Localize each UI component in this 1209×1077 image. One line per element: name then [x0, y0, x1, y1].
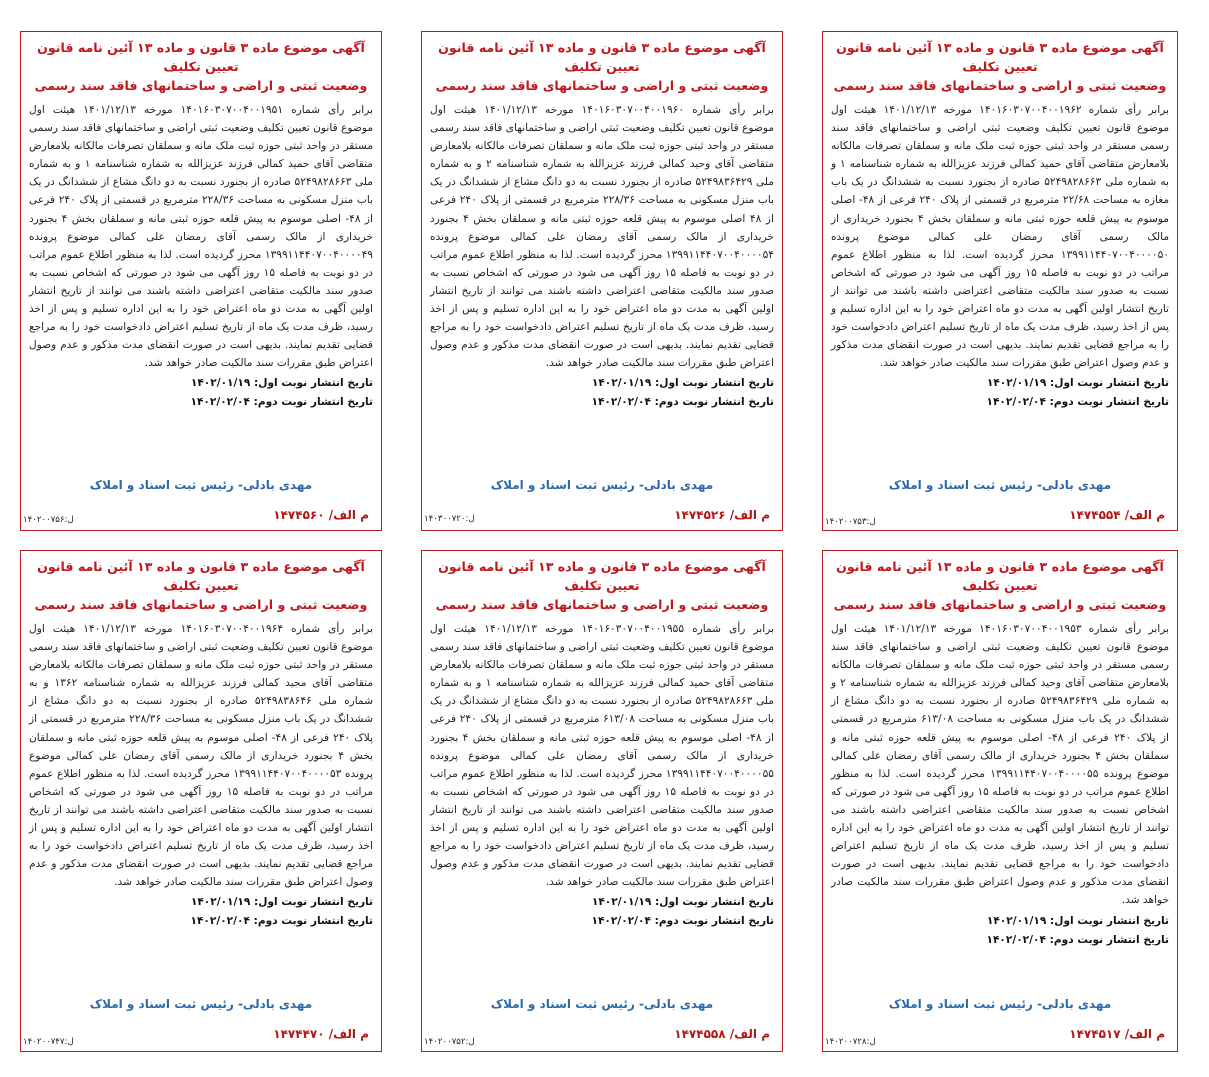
- notice-code: ل:۱۴۰۲۰۰۷۵۶: [23, 515, 74, 525]
- second-publish-date: تاریخ انتشار نوبت دوم: ۱۴۰۲/۰۲/۰۴: [986, 396, 1169, 409]
- notice-code: ل:۱۴۰۳۰۰۷۲۰: [424, 514, 475, 524]
- signer-line: مهدی بادلی- رئیس ثبت اسناد و املاک: [888, 997, 1112, 1011]
- notice-code: ل:۱۴۰۲۰۰۷۴۷: [23, 1037, 74, 1047]
- first-publish-date: تاریخ انتشار نوبت اول: ۱۴۰۲/۰۱/۱۹: [591, 377, 774, 390]
- notice-body: برابر رأی شماره ۱۴۰۱۶۰۳۰۷۰۰۴۰۰۱۹۶۰ مورخه ۱۴۰۱/۱۲/۱۳ هیئت اول موضوع قانون تعیین تکلیف وضعیت ثبتی اراضی و ساختمانهای فاقد سند رسمی مستقر در واحد ثبتی حوزه ثبت ملک مانه و سملقان تصرفات مالکانه بلامعارض متقاضی آقای وحید کمالی فرزند عزیزالله به شماره شناسنامه ۲ و به شماره ملی ۵۲۴۹۸۳۶۴۲۹ صادره از بجنورد نسبت به دو دانگ مشاع از ششدانگ در یک باب منزل مسکونی به مساحت ۲۲۸/۳۶ مترمربع در قسمتی از پلاک ۲۴۰ فرعی از ۴۸ اصلی موسوم به پیش قلعه حوزه ثبتی مانه و سملقان بخش ۴ بجنورد خریداری از مالک رسمی آقای رمضان علی کمالی موضوع پرونده ۱۳۹۹۱۱۴۴۰۷۰۰۴۰۰۰۰۵۴ محرز گردیده است. لذا به منظور اطلاع عموم مراتب در دو نوبت به فاصله ۱۵ روز آگهی می شود در صورتی که اشخاص نسبت به صدور سند مالکیت متقاضی اعتراضی داشته باشند می توانند از تاریخ انتشار اولین آگهی به مدت دو ماه اعتراض خود را به این اداره تسلیم و پس از اخذ رسید، ظرف مدت یک ماه از تاریخ تسلیم اعتراض دادخواست خود را به مراجع قضایی تقدیم نمایند. بدیهی است در صورت انقضای مدت مذکور و عدم وصول اعتراض طبق مقررات سند مالکیت صادر خواهد شد.: [430, 104, 775, 370]
- reference-number: م الف/ ۱۴۷۴۵۵۴: [1069, 508, 1165, 522]
- signer-line: مهدی بادلی- رئیس ثبت اسناد و املاک: [888, 478, 1112, 492]
- notice-code: ل:۱۴۰۲۰۰۷۲۸: [825, 1037, 876, 1047]
- notice-body: برابر رأی شماره ۱۴۰۱۶۰۳۰۷۰۰۴۰۰۱۹۵۱ مورخه ۱۴۰۱/۱۲/۱۳ هیئت اول موضوع قانون تعیین تکلیف وضعیت ثبتی اراضی و ساختمانهای فاقد سند رسمی مستقر در واحد ثبتی حوزه ثبت ملک مانه و سملقان تصرفات مالکانه بلامعارض متقاضی آقای حمید کمالی فرزند عزیزالله به شماره شناسنامه ۱ و به شماره ملی ۵۲۴۹۸۲۸۶۶۳ صادره از بجنورد نسبت به دو دانگ مشاع از ششدانگ در یک باب منزل مسکونی به مساحت ۲۲۸/۳۶ مترمربع در قسمتی از پلاک ۲۴۰ فرعی از ۴۸- اصلی موسوم به پیش قلعه حوزه ثبتی مانه و سملقان بخش ۴ بجنورد خریداری از مالک رسمی آقای رمضان علی کمالی موضوع پرونده ۱۳۹۹۱۱۴۴۰۷۰۰۴۰۰۰۰۴۹ محرز گردیده است. لذا به منظور اطلاع عموم مراتب در دو نوبت به فاصله ۱۵ روز آگهی می شود در صورتی که اشخاص نسبت به صدور سند مالکیت متقاضی اعتراضی داشته باشند می توانند از تاریخ انتشار اولین آگهی به مدت دو ماه اعتراض خود را به این اداره تسلیم و پس از اخذ رسید، ظرف مدت یک ماه از تاریخ تسلیم اعتراض دادخواست خود را به مراجع قضایی تقدیم نمایند. بدیهی است در صورت انقضای مدت مذکور و عدم وصول اعتراض طبق مقررات سند مالکیت صادر خواهد شد.: [29, 104, 374, 370]
- signer-line: مهدی بادلی- رئیس ثبت اسناد و املاک: [89, 997, 313, 1011]
- notice-subtitle: وضعیت ثبتی و اراضی و ساختمانهای فاقد سند رسمی: [435, 78, 769, 93]
- notice-card: [822, 550, 1178, 1052]
- notice-title: آگهی موضوع ماده ۳ قانون و ماده ۱۳ آئین نامه قانون تعیین تکلیف: [836, 40, 1164, 74]
- notice-subtitle: وضعیت ثبتی و اراضی و ساختمانهای فاقد سند رسمی: [34, 597, 368, 612]
- reference-number: م الف/ ۱۴۷۴۵۱۷: [1069, 1027, 1165, 1041]
- notice-body: برابر رأی شماره ۱۴۰۱۶۰۳۰۷۰۰۴۰۰۱۹۶۲ مورخه ۱۴۰۱/۱۲/۱۳ هیئت اول موضوع قانون تعیین تکلیف وضعیت ثبتی اراضی و ساختمانهای فاقد سند رسمی مستقر در واحد ثبتی حوزه ثبت ملک مانه و سملقان تصرفات مالکانه بلامعارض متقاضی آقای حمید کمالی فرزند عزیزالله به شماره شناسنامه ۱ و به شماره ملی ۵۲۴۹۸۲۸۶۶۳ صادره از بجنورد نسبت به ششدانگ در یک باب مغازه به مساحت ۲۲/۶۸ مترمربع در قسمتی از پلاک ۲۴۰ فرعی از ۴۸- اصلی موسوم به پیش قلعه حوزه ثبتی مانه و سملقان بخش ۴ بجنورد خریداری از مالک رسمی آقای رمضان علی کمالی موضوع پرونده ۱۳۹۹۱۱۴۴۰۷۰۰۴۰۰۰۰۵۰ محرز گردیده است. لذا به منظور اطلاع عموم مراتب در دو نوبت به فاصله ۱۵ روز آگهی می شود در صورتی که اشخاص نسبت به صدور سند مالکیت متقاضی اعتراضی داشته باشند می توانند از تاریخ انتشار اولین آگهی به مدت دو ماه اعتراض خود را به این اداره تسلیم و پس از اخذ رسید، ظرف مدت یک ماه از تاریخ تسلیم اعتراض دادخواست خود را به مراجع قضایی تقدیم نمایند. بدیهی است در صورت انقضای مدت مذکور و عدم وصول اعتراض طبق مقررات سند مالکیت صادر خواهد شد.: [831, 104, 1170, 370]
- notice-title: آگهی موضوع ماده ۳ قانون و ماده ۱۳ آئین نامه قانون تعیین تکلیف: [37, 40, 365, 74]
- notice-title: آگهی موضوع ماده ۳ قانون و ماده ۱۳ آئین نامه قانون تعیین تکلیف: [836, 559, 1164, 593]
- second-publish-date: تاریخ انتشار نوبت دوم: ۱۴۰۲/۰۲/۰۴: [190, 915, 373, 928]
- first-publish-date: تاریخ انتشار نوبت اول: ۱۴۰۲/۰۱/۱۹: [986, 914, 1169, 927]
- signer-line: مهدی بادلی- رئیس ثبت اسناد و املاک: [89, 478, 313, 492]
- notice-card: [421, 31, 783, 531]
- first-publish-date: تاریخ انتشار نوبت اول: ۱۴۰۲/۰۱/۱۹: [190, 896, 373, 909]
- second-publish-date: تاریخ انتشار نوبت دوم: ۱۴۰۲/۰۲/۰۴: [591, 915, 774, 928]
- notice-subtitle: وضعیت ثبتی و اراضی و ساختمانهای فاقد سند رسمی: [833, 78, 1167, 93]
- notice-body: برابر رأی شماره ۱۴۰۱۶۰۳۰۷۰۰۴۰۰۱۹۵۵ مورخه ۱۴۰۱/۱۲/۱۳ هیئت اول موضوع قانون تعیین تکلیف وضعیت ثبتی اراضی و ساختمانهای فاقد سند رسمی مستقر در واحد ثبتی حوزه ثبت ملک مانه و سملقان تصرفات مالکانه بلامعارض متقاضی آقای حمید کمالی فرزند عزیزالله به شماره شناسنامه ۱ و به شماره ملی ۵۲۴۹۸۲۸۶۶۳ صادره از بجنورد نسبت به دو دانگ مشاع از ششدانگ در یک باب منزل مسکونی به مساحت ۶۱۳/۰۸ مترمربع در قسمتی از پلاک ۲۴۰ فرعی از ۴۸- اصلی موسوم به پیش قلعه حوزه ثبتی مانه و سملقان بخش ۴ بجنورد خریداری از مالک رسمی آقای رمضان علی کمالی موضوع پرونده ۱۳۹۹۱۱۴۴۰۷۰۰۴۰۰۰۰۵۵ محرز گردیده است. لذا به منظور اطلاع عموم مراتب در دو نوبت به فاصله ۱۵ روز آگهی می شود در صورتی که اشخاص نسبت به صدور سند مالکیت متقاضی اعتراضی داشته باشند می توانند از تاریخ انتشار اولین آگهی به مدت دو ماه اعتراض خود را به این اداره تسلیم و پس از اخذ رسید، ظرف مدت یک ماه از تاریخ تسلیم اعتراض دادخواست خود را به مراجع قضایی تقدیم نمایند. بدیهی است در صورت انقضای مدت مذکور و عدم وصول اعتراض طبق مقررات سند مالکیت صادر خواهد شد.: [430, 623, 775, 889]
- second-publish-date: تاریخ انتشار نوبت دوم: ۱۴۰۲/۰۲/۰۴: [591, 396, 774, 409]
- first-publish-date: تاریخ انتشار نوبت اول: ۱۴۰۲/۰۱/۱۹: [591, 896, 774, 909]
- notice-body: برابر رأی شماره ۱۴۰۱۶۰۳۰۷۰۰۴۰۰۱۹۵۳ مورخه ۱۴۰۱/۱۲/۱۳ هیئت اول موضوع قانون تعیین تکلیف وضعیت ثبتی اراضی و ساختمانهای فاقد سند رسمی مستقر در واحد ثبتی حوزه ثبت ملک مانه و سملقان تصرفات مالکانه بلامعارض متقاضی آقای وحید کمالی فرزند عزیزالله به شماره شناسنامه ۲ و به شماره ملی ۵۲۴۹۸۳۶۴۲۹ صادره از بجنورد نسبت به دو دانگ مشاع از ششدانگ در یک باب منزل مسکونی به مساحت ۶۱۳/۰۸ مترمربع در قسمتی از پلاک ۲۴۰ فرعی از ۴۸- اصلی موسوم به پیش قلعه حوزه ثبتی مانه و سملقان بخش ۴ بجنورد خریداری از مالک رسمی آقای رمضان علی کمالی موضوع پرونده ۱۳۹۹۱۱۴۴۰۷۰۰۴۰۰۰۰۵۵ محرز گردیده است. لذا به منظور اطلاع عموم مراتب در دو نوبت به فاصله ۱۵ روز آگهی می شود در صورتی که اشخاص نسبت به صدور سند مالکیت متقاضی اعتراضی داشته باشند می توانند از تاریخ انتشار اولین آگهی به مدت دو ماه اعتراض خود را به این اداره تسلیم و پس از اخذ رسید، ظرف مدت یک ماه از تاریخ تسلیم اعتراض دادخواست خود را به مراجع قضایی تقدیم نمایند. بدیهی است در صورت انقضای مدت مذکور و عدم وصول اعتراض طبق مقررات سند مالکیت صادر خواهد شد.: [831, 623, 1170, 907]
- second-publish-date: تاریخ انتشار نوبت دوم: ۱۴۰۲/۰۲/۰۴: [986, 933, 1169, 946]
- second-publish-date: تاریخ انتشار نوبت دوم: ۱۴۰۲/۰۲/۰۴: [190, 396, 373, 409]
- notice-card: [822, 31, 1178, 531]
- first-publish-date: تاریخ انتشار نوبت اول: ۱۴۰۲/۰۱/۱۹: [986, 377, 1169, 390]
- signer-line: مهدی بادلی- رئیس ثبت اسناد و املاک: [490, 997, 714, 1011]
- first-publish-date: تاریخ انتشار نوبت اول: ۱۴۰۲/۰۱/۱۹: [190, 377, 373, 390]
- notice-card: [421, 550, 783, 1052]
- signer-line: مهدی بادلی- رئیس ثبت اسناد و املاک: [490, 478, 714, 492]
- notice-code: ل:۱۴۰۲۰۰۷۵۳: [825, 517, 876, 527]
- notice-code: ل:۱۴۰۲۰۰۷۵۲: [424, 1037, 475, 1047]
- reference-number: م الف/ ۱۴۷۴۴۷۰: [273, 1027, 369, 1041]
- reference-number: م الف/ ۱۴۷۴۵۵۸: [674, 1027, 770, 1041]
- reference-number: م الف/ ۱۴۷۴۵۲۶: [674, 508, 770, 522]
- notice-subtitle: وضعیت ثبتی و اراضی و ساختمانهای فاقد سند رسمی: [833, 597, 1167, 612]
- notice-body: برابر رأی شماره ۱۴۰۱۶۰۳۰۷۰۰۴۰۰۱۹۶۴ مورخه ۱۴۰۱/۱۲/۱۳ هیئت اول موضوع قانون تعیین تکلیف وضعیت ثبتی اراضی و ساختمانهای فاقد سند رسمی مستقر در واحد ثبتی حوزه ثبت ملک مانه و سملقان تصرفات مالکانه بلامعارض متقاضی آقای مجید کمالی فرزند عزیزالله به شماره شناسنامه ۱۳۶۲ و به شماره ملی ۵۲۴۹۸۳۸۶۴۶ صادره از بجنورد نسبت به دو دانگ مشاع از ششدانگ در یک باب منزل مسکونی به مساحت ۲۲۸/۳۶ مترمربع در قسمتی از پلاک ۲۴۰ فرعی از ۴۸- اصلی موسوم به پیش قلعه حوزه ثبتی مانه و سملقان بخش ۴ بجنورد خریداری از مالک رسمی آقای رمضان علی کمالی موضوع پرونده ۱۳۹۹۱۱۴۴۰۷۰۰۴۰۰۰۰۵۳ محرز گردیده است. لذا به منظور اطلاع عموم مراتب در دو نوبت به فاصله ۱۵ روز آگهی می شود در صورتی که اشخاص نسبت به صدور سند مالکیت متقاضی اعتراضی داشته باشند می توانند از تاریخ انتشار اولین آگهی به مدت دو ماه اعتراض خود را به این اداره تسلیم و پس از اخذ رسید، ظرف مدت یک ماه از تاریخ تسلیم اعتراض دادخواست خود را به مراجع قضایی تقدیم نمایند. بدیهی است در صورت انقضای مدت مذکور و عدم وصول اعتراض طبق مقررات سند مالکیت صادر خواهد شد.: [29, 623, 374, 889]
- notice-subtitle: وضعیت ثبتی و اراضی و ساختمانهای فاقد سند رسمی: [435, 597, 769, 612]
- notice-card: [20, 550, 382, 1052]
- reference-number: م الف/ ۱۴۷۴۵۶۰: [273, 508, 369, 522]
- notice-title: آگهی موضوع ماده ۳ قانون و ماده ۱۳ آئین نامه قانون تعیین تکلیف: [37, 559, 365, 593]
- notice-title: آگهی موضوع ماده ۳ قانون و ماده ۱۳ آئین نامه قانون تعیین تکلیف: [438, 40, 766, 74]
- notice-title: آگهی موضوع ماده ۳ قانون و ماده ۱۳ آئین نامه قانون تعیین تکلیف: [438, 559, 766, 593]
- notice-subtitle: وضعیت ثبتی و اراضی و ساختمانهای فاقد سند رسمی: [34, 78, 368, 93]
- notice-card: [20, 31, 382, 531]
